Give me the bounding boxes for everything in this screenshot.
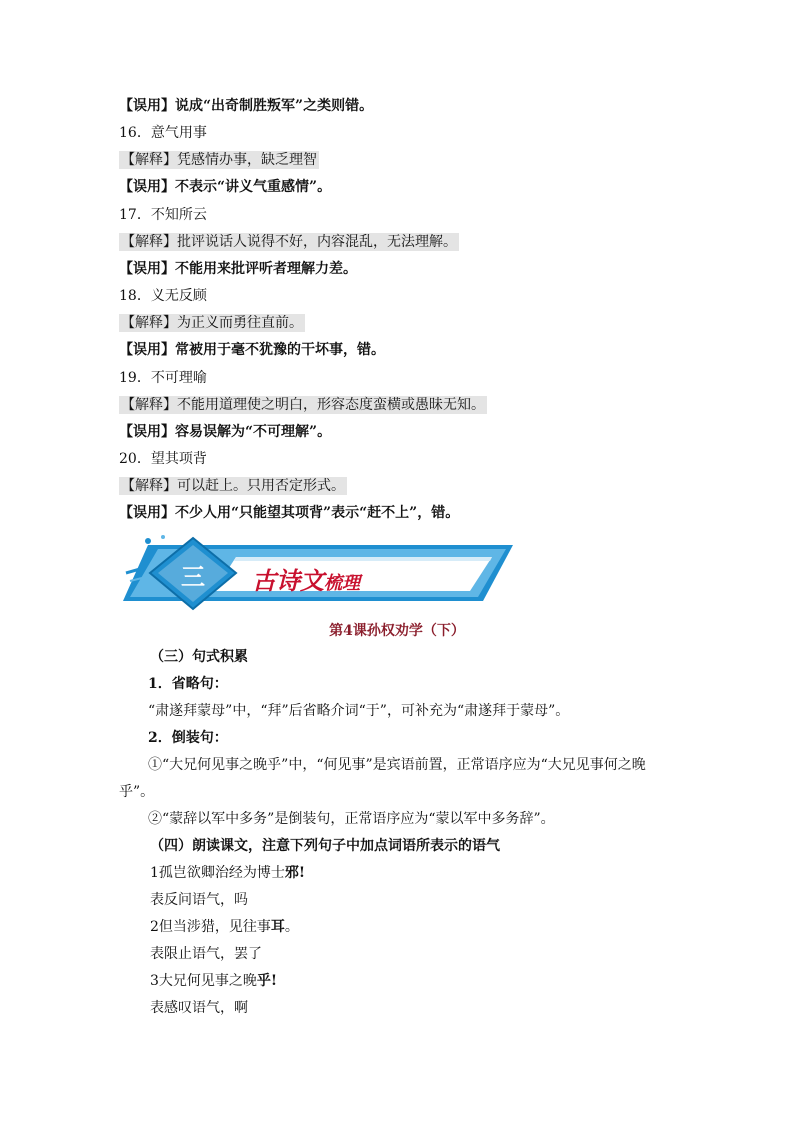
banner-title-main: 古诗文 <box>252 566 324 595</box>
entry-line-7: 18．义无反顾 <box>119 288 207 304</box>
entry-line-12: 【误用】容易误解为“不可理解”。 <box>119 424 332 440</box>
sentence-3-text: 3大兄何见事之晚 <box>150 973 257 989</box>
banner-title-sub: 梳理 <box>324 573 360 594</box>
sentence-1-key: 邪! <box>284 865 306 881</box>
entry-line-8 <box>119 313 305 333</box>
entry-line-11 <box>119 395 487 415</box>
lesson-title: 第4课孙权劝学（下） <box>329 623 465 639</box>
sentence-2-text: 2但当涉猎，见往事 <box>150 919 271 935</box>
meaning-1: 表反问语气，吗 <box>150 892 248 908</box>
section-banner <box>118 533 518 613</box>
explanation-highlight: 【解释】凭感情办事，缺乏理智 <box>121 152 317 168</box>
entry-line-15: 【误用】不少人用“只能望其项背”表示“赶不上”，错。 <box>119 505 460 521</box>
entry-line-0: 【误用】说成“出奇制胜叛军”之类则错。 <box>119 98 374 114</box>
sentence-1 <box>150 863 305 883</box>
meaning-3: 表感叹语气，啊 <box>150 1000 248 1016</box>
section4-heading: （四）朗读课文，注意下列句子中加点词语所表示的语气 <box>150 838 500 854</box>
entry-line-9: 【误用】常被用于毫不犹豫的干坏事，错。 <box>119 342 385 358</box>
explanation-highlight: 【解释】不能用道理使之明白，形容态度蛮横或愚昧无知。 <box>121 397 485 413</box>
entry-line-14 <box>119 476 347 496</box>
section3-sub2-text2: ②“蒙辞以军中多务”是倒装句，正常语序应为“蒙以军中多务辞”。 <box>148 811 555 827</box>
sentence-1-text: 1孤岂欲卿治经为博士 <box>150 865 285 881</box>
sentence-3 <box>150 971 277 991</box>
entry-line-4: 17．不知所云 <box>119 207 207 223</box>
entry-line-2 <box>119 150 319 170</box>
section3-sub1-text: “肃遂拜蒙母”中，“拜”后省略介词“于”，可补充为“肃遂拜于蒙母”。 <box>148 703 570 719</box>
entry-line-5 <box>119 232 459 252</box>
banner-number: 三 <box>181 562 205 591</box>
section3-sub2: 2．倒装句： <box>148 730 228 746</box>
section3-sub1: 1．省略句： <box>148 676 228 692</box>
explanation-highlight: 【解释】可以赶上。只用否定形式。 <box>121 478 345 494</box>
sentence-2-key: 耳 <box>270 919 285 935</box>
meaning-2: 表限止语气，罢了 <box>150 946 262 962</box>
section3-sub2-text1b: 乎”。 <box>119 784 155 800</box>
entry-line-13: 20．望其项背 <box>119 451 207 467</box>
entry-line-1: 16．意气用事 <box>119 125 207 141</box>
section3-sub2-text1a: ①“大兄何见事之晚乎”中，“何见事”是宾语前置，正常语序应为“大兄见事何之晚 <box>148 757 646 773</box>
entry-line-6: 【误用】不能用来批评听者理解力差。 <box>119 261 357 277</box>
banner-title <box>252 561 360 596</box>
sentence-2 <box>150 917 299 937</box>
sentence-3-key: 乎! <box>256 973 278 989</box>
explanation-highlight: 【解释】为正义而勇往直前。 <box>121 315 303 331</box>
entry-line-3: 【误用】不表示“讲义气重感情”。 <box>119 179 332 195</box>
section3-heading: （三）句式积累 <box>150 649 248 665</box>
explanation-highlight: 【解释】批评说话人说得不好，内容混乱，无法理解。 <box>121 234 457 250</box>
sentence-2-post: 。 <box>284 919 299 935</box>
entry-line-10: 19．不可理喻 <box>119 370 207 386</box>
